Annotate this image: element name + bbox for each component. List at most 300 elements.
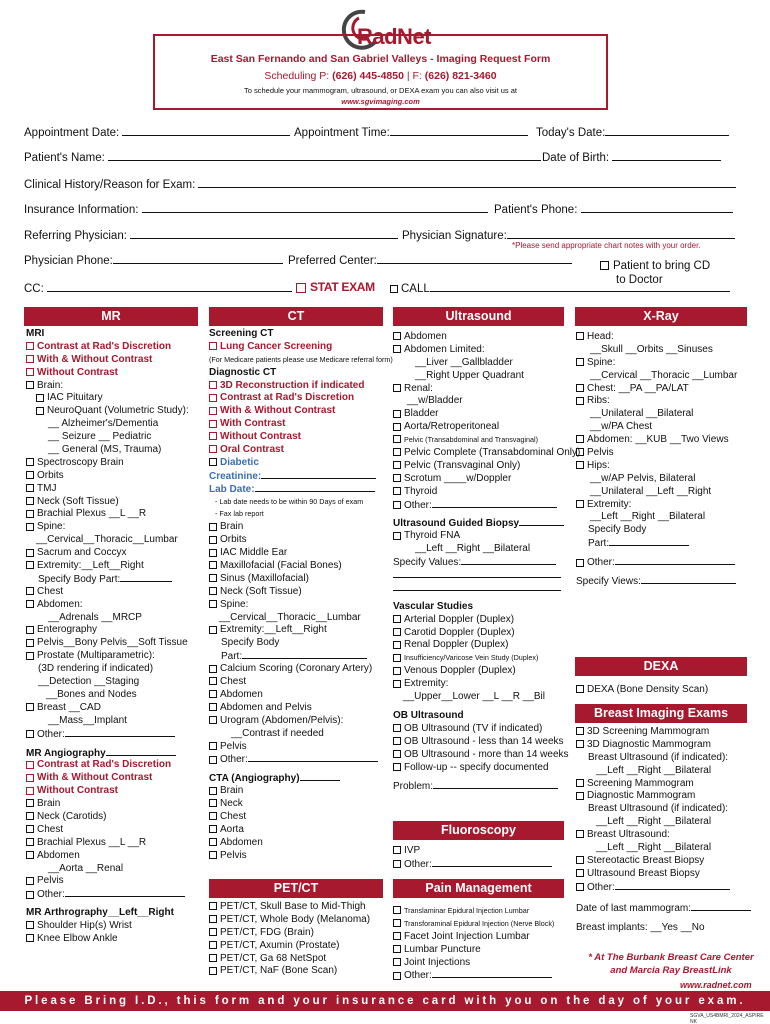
checkbox[interactable] [576,727,584,735]
option-item[interactable]: Orbits [26,470,201,483]
checkbox[interactable] [209,665,217,673]
checkbox[interactable] [576,397,584,405]
option-item[interactable]: Other: [576,556,752,569]
checkbox[interactable] [576,448,584,456]
checkbox[interactable] [576,685,584,693]
option-item[interactable]: 3D Screening Mammogram [576,726,752,739]
checkbox[interactable] [26,812,34,820]
checkbox[interactable] [209,549,217,557]
checkbox[interactable] [209,587,217,595]
checkbox[interactable] [209,954,217,962]
option-item[interactable]: Extremity:__Left__Right [26,560,201,573]
option-item[interactable]: Spine: [576,357,752,370]
option-item[interactable]: Aorta/Retroperitoneal [393,421,571,434]
checkbox[interactable] [209,825,217,833]
option-item: __Skull __Orbits __Sinuses [590,343,713,355]
option-item[interactable]: TMJ [26,483,201,496]
option-item[interactable]: Ultrasound Breast Biopsy [576,868,752,881]
checkbox[interactable] [209,716,217,724]
option-item[interactable]: Translaminar Epidural Injection Lumbar [393,905,571,918]
checkbox[interactable] [26,891,34,899]
checkbox[interactable] [26,851,34,859]
option-item[interactable]: Thyroid FNA [393,530,571,543]
option-item[interactable]: Neck (Carotids) [26,811,201,824]
checkbox[interactable] [209,600,217,608]
checkbox[interactable] [209,787,217,795]
option-item[interactable]: Brain: [26,380,201,393]
option-item[interactable]: Other: [576,881,752,894]
option-item[interactable]: PET/CT, Axumin (Prostate) [209,940,387,953]
checkbox[interactable] [26,510,34,518]
option-item: __w/PA Chest [590,421,653,433]
option-item[interactable]: Abdomen Limited: [393,344,571,357]
option-item: __ Alzheimer's/Dementia [48,418,159,430]
form-title: East San Fernando and San Gabriel Valleys - Imaging Request Form [210,53,551,65]
checkbox[interactable] [393,958,401,966]
option-item[interactable]: IAC Middle Ear [209,547,387,560]
checkbox[interactable] [393,906,401,914]
option-item[interactable]: DEXA (Bone Density Scan) [576,684,752,697]
fluoroscopy-options [393,845,571,871]
option-item[interactable]: PET/CT, Ga 68 NetSpot [209,953,387,966]
checkbox[interactable] [26,799,34,807]
checkbox[interactable] [393,532,401,540]
option-item[interactable]: Abdomen: __KUB __Two Views [576,434,752,447]
option-item[interactable]: Maxillofacial (Facial Bones) [209,560,387,573]
checkbox[interactable] [393,435,401,443]
checkbox[interactable] [393,737,401,745]
option-item[interactable]: Renal: [393,383,571,396]
checkbox[interactable] [393,487,401,495]
option-item: Breast Ultrasound (if indicated): [588,751,729,763]
checkbox[interactable] [576,559,584,567]
checkbox[interactable] [26,561,34,569]
checkbox[interactable] [209,536,217,544]
option-item[interactable]: OB Ultrasound (TV if indicated) [393,723,571,736]
option-item[interactable]: Without Contrast [209,431,387,444]
checkbox[interactable] [209,967,217,975]
visit-text: To schedule your mammogram, ultrasound, or DEXA exam you can also visit us at [243,86,518,95]
checkbox[interactable] [36,407,44,415]
option-item: Specify Body Part: [26,573,201,586]
option-item[interactable]: Extremity: [576,499,752,512]
option-item[interactable]: PET/CT, FDG (Brain) [209,927,387,940]
option-item: __Liver __Gallbladder [415,356,513,368]
checkbox[interactable] [576,461,584,469]
pain-management-options [393,905,571,982]
checkbox[interactable] [26,703,34,711]
option-item: __Right Upper Quadrant [415,369,524,381]
option-item [576,914,752,922]
option-item[interactable]: OB Ultrasound - more than 14 weeks [393,749,571,762]
checkbox[interactable] [209,851,217,859]
option-item[interactable]: Diabetic [209,457,387,470]
option-item[interactable]: Chest [209,676,387,689]
website-link[interactable]: www.sgvimaging.com [341,97,420,106]
checkbox[interactable] [576,830,584,838]
checkbox[interactable] [209,381,217,389]
option-item[interactable]: Scrotum ____w/Doppler [393,473,571,486]
patient-phone-field[interactable]: Patient's Phone: [494,202,733,216]
option-item[interactable]: Extremity:__Left__Right [209,624,387,637]
footer-reminder: Please Bring I.D., this form and your insurance card with you on the day of your exam. [0,991,770,1011]
option-item[interactable]: Brain [26,798,201,811]
insurance-field[interactable]: Insurance Information: [24,202,488,216]
option-item[interactable]: Extremity: [393,678,571,691]
option-item: Screening CT [209,328,274,339]
option-item[interactable]: With & Without Contrast [26,772,201,785]
option-item[interactable]: Spine: [26,521,201,534]
option-item[interactable]: Pelvis__Bony Pelvis__Soft Tissue [26,637,201,650]
option-item: Creatinine: [209,470,387,483]
checkbox[interactable] [26,761,34,769]
checkbox[interactable] [209,915,217,923]
checkbox[interactable] [393,474,401,482]
clinical-history-field[interactable]: Clinical History/Reason for Exam: [24,177,736,191]
option-item[interactable]: Sacrum and Coccyx [26,547,201,560]
checkbox[interactable] [26,484,34,492]
option-item[interactable]: Chest [26,586,201,599]
option-item[interactable]: Stereotactic Breast Biopsy [576,855,752,868]
option-item[interactable]: Screening Mammogram [576,778,752,791]
option-item[interactable]: Without Contrast [26,785,201,798]
checkbox[interactable] [393,667,401,675]
checkbox[interactable] [26,523,34,531]
checkbox[interactable] [209,838,217,846]
option-item[interactable]: PET/CT, Whole Body (Melanoma) [209,914,387,927]
checkbox[interactable] [26,774,34,782]
option-item[interactable]: Contrast at Rad's Discretion [26,341,201,354]
option-item[interactable]: Oral Contrast [209,444,387,457]
option-item[interactable]: Follow-up -- specify documented [393,762,571,775]
option-item [393,582,571,595]
option-item[interactable]: Carotid Doppler (Duplex) [393,627,571,640]
bring-cd-checkbox[interactable]: Patient to bring CD to Doctor [600,259,710,287]
option-item: Part: [209,650,387,663]
option-item[interactable]: PET/CT, Skull Base to Mid-Thigh [209,901,387,914]
option-item[interactable]: Transforaminal Epidural Injection (Nerve Block) [393,918,571,931]
option-item[interactable]: Pelvis [209,850,387,863]
option-item[interactable]: Brachial Plexus __L __R [26,837,201,850]
option-item[interactable]: IVP [393,845,571,858]
option-item: MR Arthrography__Left__Right [26,907,174,919]
option-item: MR Angiography [26,747,201,760]
option-item[interactable]: Contrast at Rad's Discretion [26,759,201,772]
ct-section-header: CT [209,307,383,326]
checkbox[interactable] [209,407,217,415]
option-item[interactable]: Urogram (Abdomen/Pelvis): [209,715,387,728]
option-item: __Adrenals __MRCP [48,611,142,623]
option-item[interactable]: Pelvis [209,741,387,754]
petct-options [209,901,387,978]
option-item[interactable]: Pelvis [26,875,201,888]
mr-section-header: MR [24,307,198,326]
option-item[interactable]: Enterography [26,624,201,637]
option-item[interactable]: Chest: __PA __PA/LAT [576,383,752,396]
option-item: MRI [26,328,45,339]
option-item[interactable]: Neck (Soft Tissue) [26,496,201,509]
option-item[interactable]: Abdomen [393,331,571,344]
radnet-website[interactable]: www.radnet.com [680,980,752,990]
option-item[interactable]: With Contrast [209,418,387,431]
checkbox[interactable] [209,574,217,582]
option-item: __Contrast if needed [231,727,324,739]
option-item: __Detection __Staging [38,676,140,688]
option-item: __Cervical__Thoracic__Lumbar [36,534,178,546]
checkbox[interactable] [26,549,34,557]
option-item[interactable]: Venous Doppler (Duplex) [393,665,571,678]
checkbox[interactable] [209,742,217,750]
option-item: - Lab date needs to be within 90 Days of exam [215,496,364,506]
option-item[interactable]: OB Ultrasound - less than 14 weeks [393,736,571,749]
checkbox[interactable] [26,342,34,350]
checkbox[interactable] [393,860,401,868]
checkbox[interactable] [209,690,217,698]
option-item[interactable]: Brain [209,785,387,798]
checkbox[interactable] [393,461,401,469]
checkbox[interactable] [576,435,584,443]
option-item: __Bones and Nodes [46,688,137,700]
checkbox[interactable] [26,458,34,466]
checkbox[interactable] [26,838,34,846]
option-item[interactable]: Thyroid [393,486,571,499]
option-item[interactable]: IAC Pituitary [26,392,201,405]
cc-field[interactable]: CC: [24,281,292,295]
option-item[interactable]: Pelvic Complete (Transabdominal Only) [393,447,571,460]
checkbox[interactable] [26,587,34,595]
checkbox[interactable] [26,471,34,479]
checkbox[interactable] [26,381,34,389]
checkbox[interactable] [209,523,217,531]
option-item[interactable]: Abdomen [209,837,387,850]
form-code: SGVA_US4BMRI_2024_ASPIRE NK [690,1013,764,1024]
checkbox[interactable] [393,945,401,953]
checkbox[interactable] [26,355,34,363]
option-item[interactable]: Lumbar Puncture [393,944,571,957]
option-item[interactable]: PET/CT, NaF (Bone Scan) [209,965,387,978]
option-item[interactable]: NeuroQuant (Volumetric Study): [26,405,201,418]
option-item[interactable]: Facet Joint Injection Lumbar [393,931,571,944]
option-item: (3D rendering if indicated) [38,663,154,675]
option-item[interactable]: Other: [393,499,571,512]
option-item: __Left __Right __Bilateral [596,816,712,828]
checkbox[interactable] [26,787,34,795]
checkbox[interactable] [26,639,34,647]
option-item[interactable]: Head: [576,331,752,344]
option-item: __Unilateral __Bilateral [590,408,694,420]
checkbox[interactable] [26,626,34,634]
checkbox[interactable] [26,934,34,942]
checkbox[interactable] [576,332,584,340]
option-item[interactable]: 3D Reconstruction if indicated [209,380,387,393]
checkbox[interactable] [26,497,34,505]
checkbox[interactable] [393,919,401,927]
checkbox[interactable] [393,345,401,353]
option-item[interactable]: Without Contrast [26,367,201,380]
checkbox[interactable] [26,921,34,929]
option-item[interactable]: Bladder [393,408,571,421]
xray-options [576,331,752,588]
option-item[interactable]: Other: [393,858,571,871]
option-item[interactable]: Pelvic (Transabdominal and Transvaginal) [393,434,571,447]
option-item: __Cervical__Thoracic__Lumbar [219,611,361,623]
option-item[interactable]: Neck (Soft Tissue) [209,586,387,599]
checkbox[interactable] [576,740,584,748]
checkbox[interactable] [393,932,401,940]
checkbox[interactable] [393,410,401,418]
option-item: Specify Body [588,524,647,536]
option-item: __Unilateral __Left __Right [590,485,712,497]
checkbox[interactable] [393,448,401,456]
checkbox[interactable] [393,680,401,688]
option-item[interactable]: Hips: [576,460,752,473]
option-item[interactable]: Abdomen [209,689,387,702]
checkbox[interactable] [393,654,401,662]
xray-section-header: X-Ray [575,307,747,326]
checkbox[interactable] [26,600,34,608]
option-item[interactable]: Brachial Plexus __L __R [26,508,201,521]
option-item[interactable]: Sinus (Maxillofacial) [209,573,387,586]
option-item[interactable]: Aorta [209,824,387,837]
option-item[interactable]: Chest [26,824,201,837]
dexa-options [576,684,752,697]
option-item[interactable]: Abdomen [26,850,201,863]
todays-date-field[interactable]: Today's Date: [536,125,729,139]
option-item[interactable]: With & Without Contrast [209,405,387,418]
dob-field[interactable]: Date of Birth: [542,150,721,164]
option-item[interactable]: Joint Injections [393,957,571,970]
physician-signature-field[interactable]: Physician Signature: [402,228,735,242]
option-item[interactable]: Pelvic (Transvaginal Only) [393,460,571,473]
option-item[interactable]: Ribs: [576,395,752,408]
option-item[interactable]: Breast Ultrasound: [576,829,752,842]
physician-phone-field[interactable]: Physician Phone: [24,253,283,267]
checkbox[interactable] [209,626,217,634]
option-item[interactable]: Other: [209,753,387,766]
checkbox[interactable] [209,902,217,910]
option-item[interactable]: Diagnostic Mammogram [576,790,752,803]
checkbox[interactable] [393,501,401,509]
option-item[interactable]: With & Without Contrast [26,354,201,367]
checkbox[interactable] [209,941,217,949]
option-item[interactable]: Other: [393,969,571,982]
checkbox[interactable] [26,825,34,833]
option-item[interactable]: Breast __CAD [26,702,201,715]
option-item[interactable]: Pelvis [576,447,752,460]
checkbox[interactable] [209,812,217,820]
option-item[interactable]: Other: [26,888,201,901]
checkbox[interactable] [209,677,217,685]
option-item[interactable]: Spine: [209,599,387,612]
referring-physician-field[interactable]: Referring Physician: [24,228,398,242]
checkbox[interactable] [209,420,217,428]
checkbox[interactable] [209,928,217,936]
checkbox[interactable] [26,877,34,885]
option-item[interactable]: Brain [209,521,387,534]
option-item[interactable]: Lung Cancer Screening [209,341,387,354]
option-item: __ General (MS, Trauma) [48,444,162,456]
checkbox[interactable] [209,445,217,453]
checkbox[interactable] [209,561,217,569]
option-item[interactable]: Orbits [209,534,387,547]
checkbox[interactable] [576,358,584,366]
checkbox[interactable] [576,856,584,864]
checkbox[interactable] [209,432,217,440]
checkbox[interactable] [576,384,584,392]
form-header [153,34,608,110]
breast-imaging-section-header: Breast Imaging Exams [575,704,747,723]
option-item[interactable]: Other: [26,728,201,741]
option-item[interactable]: Contrast at Rad's Discretion [209,392,387,405]
checkbox[interactable] [393,846,401,854]
appointment-time-field[interactable]: Appointment Time: [294,125,528,139]
option-item[interactable]: Abdomen: [26,599,201,612]
option-item[interactable]: Knee Elbow Ankle [26,933,201,946]
patient-name-field[interactable]: Patient's Name: [24,150,541,164]
preferred-center-field[interactable]: Preferred Center: [288,253,572,267]
option-item[interactable]: 3D Diagnostic Mammogram [576,739,752,752]
checkbox[interactable] [393,724,401,732]
option-item[interactable]: Arterial Doppler (Duplex) [393,614,571,627]
checkbox[interactable] [393,384,401,392]
checkbox[interactable] [393,972,401,980]
checkbox[interactable] [393,628,401,636]
checkbox[interactable] [576,869,584,877]
option-item: Diagnostic CT [209,366,277,378]
checkbox[interactable] [393,763,401,771]
checkbox[interactable] [209,799,217,807]
checkbox[interactable] [393,641,401,649]
checkbox[interactable] [209,458,217,466]
option-item[interactable]: Chest [209,811,387,824]
option-item[interactable]: Spectroscopy Brain [26,457,201,470]
checkbox[interactable] [209,342,217,350]
checkbox[interactable] [209,756,217,764]
option-item[interactable]: Shoulder Hip(s) Wrist [26,920,201,933]
call-checkbox[interactable]: CALL [390,281,730,295]
checkbox[interactable] [576,792,584,800]
option-item[interactable]: Abdomen and Pelvis [209,702,387,715]
option-item[interactable]: Renal Doppler (Duplex) [393,639,571,652]
checkbox[interactable] [26,368,34,376]
option-item[interactable]: Neck [209,798,387,811]
checkbox[interactable] [209,394,217,402]
checkbox[interactable] [36,394,44,402]
option-item: Breast implants: __Yes __No [576,922,705,934]
option-item[interactable]: Insufficiency/Varicose Vein Study (Duplex) [393,652,571,665]
checkbox[interactable] [576,500,584,508]
option-item[interactable]: Calcium Scoring (Coronary Artery) [209,663,387,676]
checkbox[interactable] [26,652,34,660]
checkbox[interactable] [576,883,584,891]
appointment-date-field[interactable]: Appointment Date: [24,125,290,139]
option-item: Specify Values: [393,556,571,569]
option-item [393,569,571,582]
ct-options [209,328,393,863]
checkbox[interactable] [393,615,401,623]
option-item: Problem: [393,780,571,793]
checkbox[interactable] [393,423,401,431]
checkbox[interactable] [209,703,217,711]
option-item[interactable]: Prostate (Multiparametric): [26,650,201,663]
option-item: Lab Date: [209,483,387,496]
stat-exam-checkbox[interactable]: STAT EXAM [296,280,375,294]
checkbox[interactable] [576,779,584,787]
checkbox[interactable] [393,332,401,340]
checkbox[interactable] [393,750,401,758]
checkbox[interactable] [26,730,34,738]
option-item: __Mass__Implant [48,714,127,726]
